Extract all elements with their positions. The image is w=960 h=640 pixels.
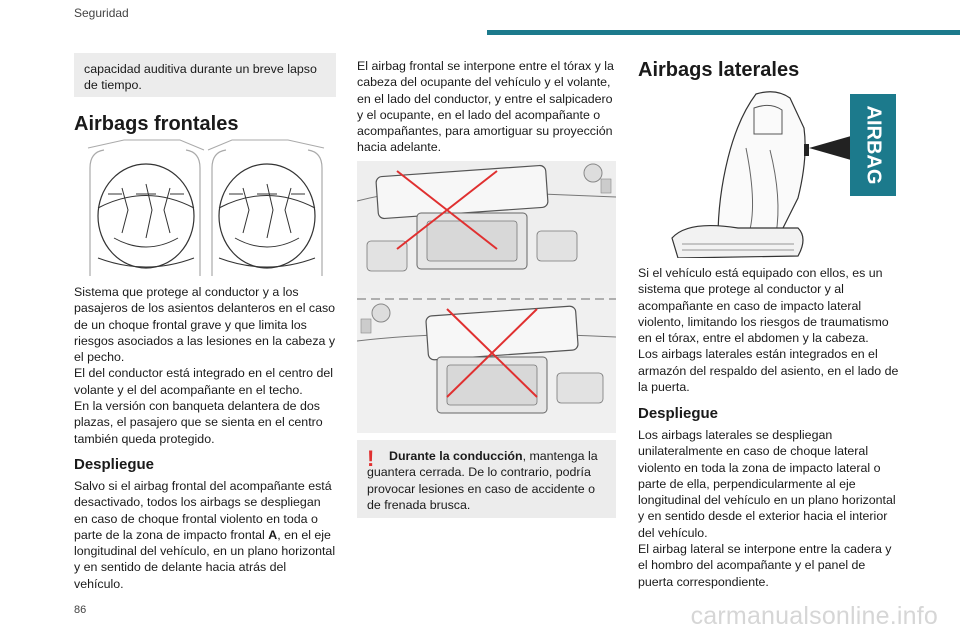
warning-text: , mantenga la guantera cerrada. De lo contrario, podría provocar lesiones en caso de accidente o de frenada brusca.: [367, 449, 598, 512]
deployment-text-b: , en el eje longitudinal del vehículo, en un plano horizontal y en sentido de delante hacia atrás del vehículo.: [74, 527, 336, 591]
header-accent-bar: [487, 30, 960, 35]
page-number: 86: [74, 604, 87, 616]
deployment-text: [74, 478, 336, 592]
frontal-airbag-position-text: [357, 58, 619, 156]
exclamation-icon: !: [367, 446, 375, 471]
airbag-label-text: AIRBAG: [862, 105, 885, 185]
paragraph: Los airbags laterales están integrados en el armazón del respaldo del asiento, en el lado de la puerta.: [638, 347, 899, 395]
frontal-airbags-description: [74, 284, 336, 447]
warning-bold-text: Durante la conducción: [389, 449, 523, 463]
note-box: [74, 53, 336, 97]
deployment-text-a: Salvo si el airbag frontal del acompañante está desactivado, todos los airbags se despliegan en caso de choque frontal violento en toda o parte de la zona de impacto frontal: [74, 479, 332, 542]
side-airbags-description: [638, 265, 900, 395]
paragraph: En la versión con banqueta delantera de dos plazas, el pasajero que se sienta en el centro también queda protegido.: [74, 399, 323, 446]
frontal-airbags-heading: Airbags frontales: [74, 113, 239, 135]
paragraph: El airbag lateral se interpone entre la cadera y el hombro del acompañante y el panel de puerta correspondiente.: [638, 542, 892, 589]
side-deployment-text: [638, 427, 900, 590]
impact-zone-label: A: [268, 527, 278, 542]
watermark: carmanualsonline.info: [690, 602, 938, 630]
frontal-airbags-illustration: [84, 138, 328, 276]
warning-box: [357, 440, 616, 518]
side-airbag-seat-illustration: [658, 88, 908, 258]
paragraph: El airbag frontal se interpone entre el tórax y la cabeza del ocupante del vehículo y el volante, en el lado del conductor, y entre el salpicadero y el ocupante, en el lado del acompañante o acompañantes, para amortiguar su proyección hacia adelante.: [357, 59, 614, 155]
paragraph: El del conductor está integrado en el centro del volante y el del acompañante en el techo.: [74, 366, 333, 397]
note-text: capacidad auditiva durante un breve lapso de tiempo.: [84, 62, 317, 93]
paragraph: Si el vehículo está equipado con ellos, es un sistema que protege al conductor y al acompañante en caso de impacto lateral violento, limitando los riesgos de traumatismo en el tórax, entre el abdomen y la cabeza.: [638, 266, 889, 346]
paragraph: Los airbags laterales se despliegan unilateralmente en caso de choque lateral violento en toda la zona de impacto lateral o parte de ella, perpendicularmente al eje longitudinal del vehículo en un plano horizontal y en sentido desde el exterior hacia el interior del vehículo.: [638, 428, 896, 540]
section-title: Seguridad: [74, 6, 129, 20]
side-airbags-heading: Airbags laterales: [638, 59, 800, 81]
deployment-subheading: Despliegue: [74, 456, 155, 473]
glovebox-open-warning-illustration: [357, 161, 616, 433]
paragraph: Sistema que protege al conductor y a los pasajeros de los asientos delanteros en el caso de un choque frontal grave y que limita los riesgos asociados a las lesiones en la cabeza y el pecho.: [74, 285, 336, 365]
side-deployment-subheading: Despliegue: [638, 405, 719, 422]
